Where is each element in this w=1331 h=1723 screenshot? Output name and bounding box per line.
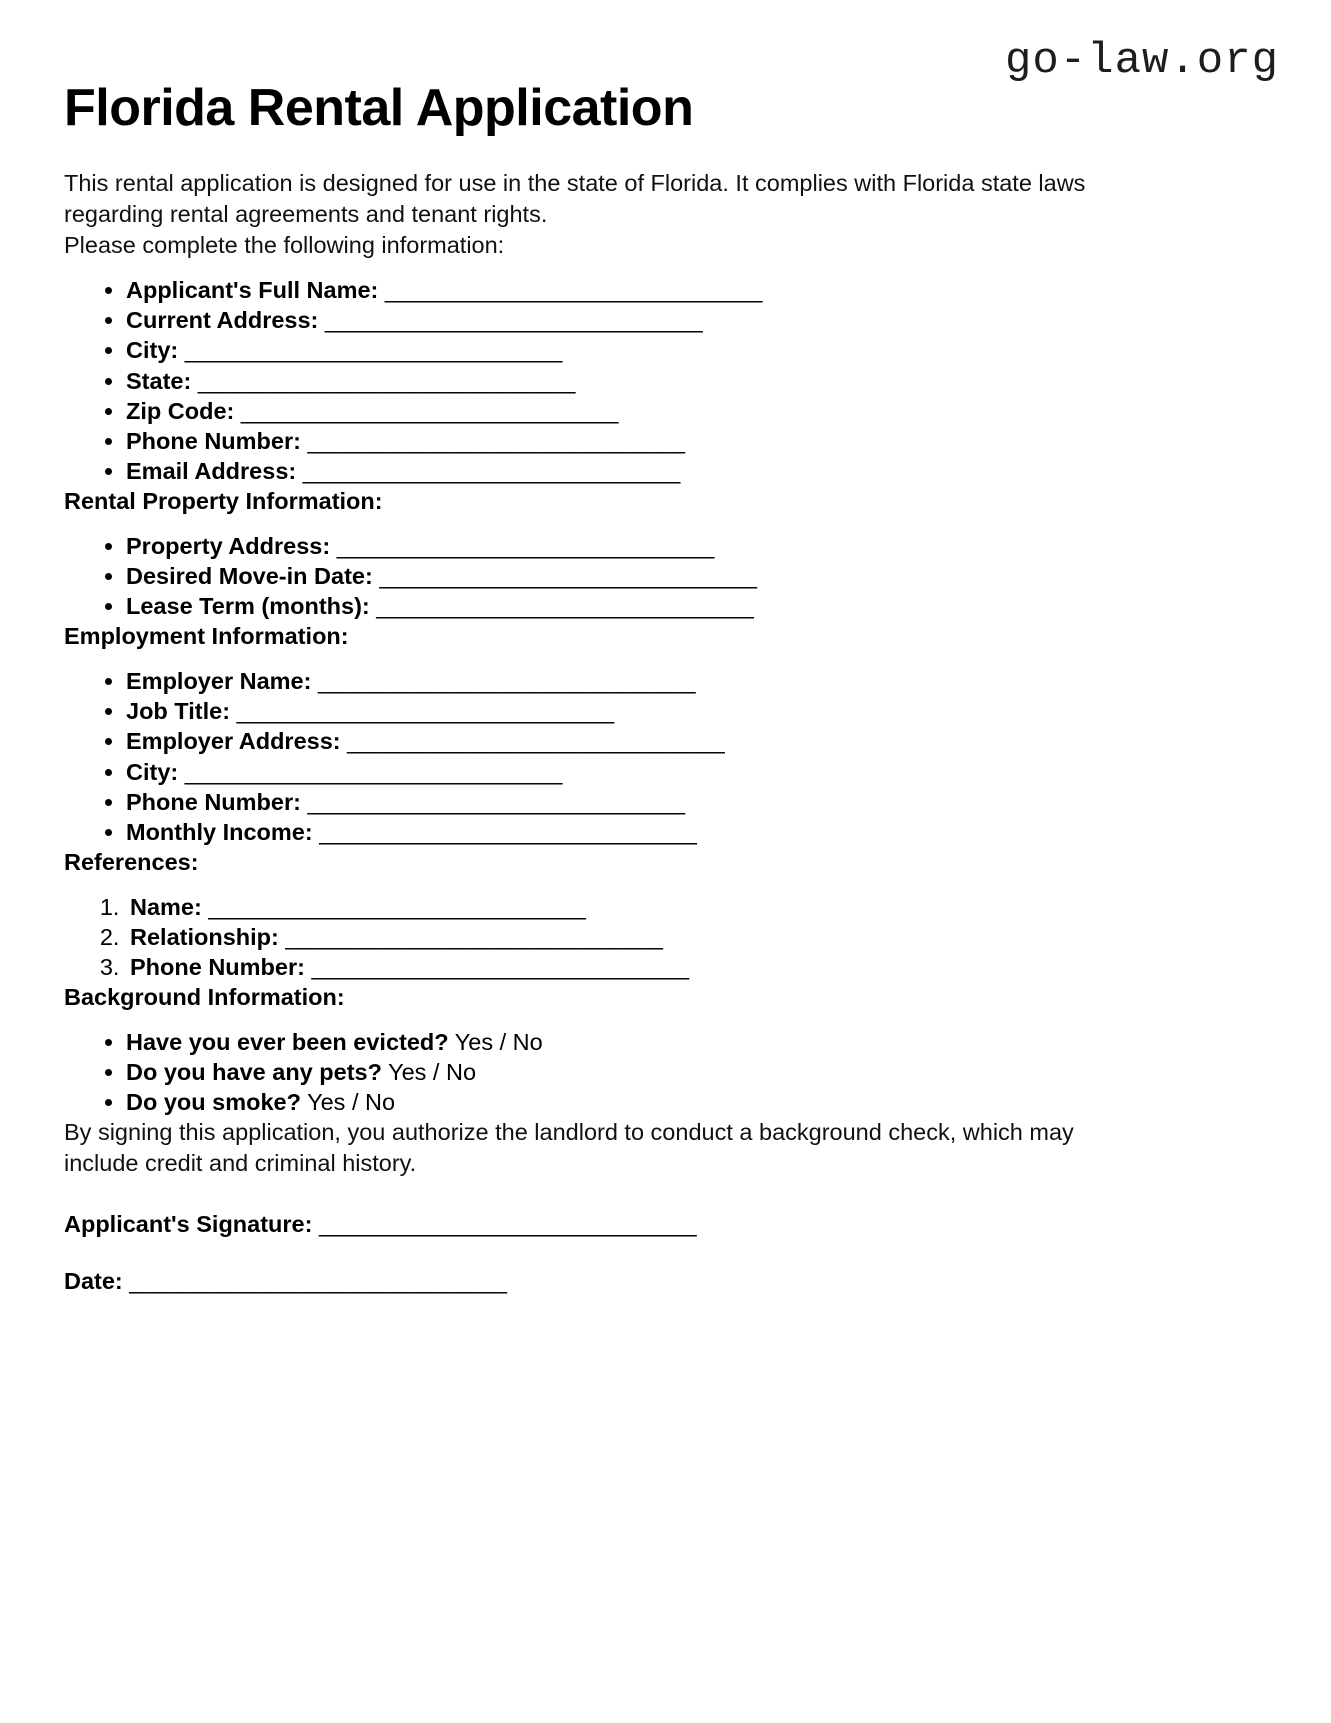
- question-label: Do you have any pets?: [126, 1058, 382, 1085]
- field-blank[interactable]: ______________________________: [347, 728, 725, 755]
- list-item: [126, 726, 1124, 756]
- list-item: [126, 696, 1124, 726]
- field-label: Name:: [130, 893, 202, 920]
- signature-blank[interactable]: ______________________________: [318, 1211, 697, 1238]
- field-label: State:: [126, 367, 192, 394]
- rental-property-fields-list: [64, 531, 1124, 622]
- field-blank[interactable]: ______________________________: [184, 337, 562, 364]
- field-label: Monthly Income:: [126, 818, 313, 845]
- question-label: Have you ever been evicted?: [126, 1028, 449, 1055]
- list-item: [126, 757, 1124, 787]
- field-blank[interactable]: ______________________________: [384, 277, 762, 304]
- list-item: [126, 561, 1124, 591]
- field-blank[interactable]: ______________________________: [379, 563, 757, 590]
- date-line: [64, 1266, 1124, 1297]
- field-label: Job Title:: [126, 698, 231, 725]
- list-item: [126, 1087, 1124, 1117]
- list-item: [126, 531, 1124, 561]
- list-item: [126, 1027, 1124, 1057]
- list-item: [126, 591, 1124, 621]
- signature-line: [64, 1209, 1124, 1240]
- field-blank[interactable]: ______________________________: [307, 427, 685, 454]
- instruction-paragraph: Please complete the following information:: [64, 232, 505, 259]
- list-item: [126, 817, 1124, 847]
- list-item: [126, 952, 1124, 982]
- field-blank[interactable]: ______________________________: [376, 593, 754, 620]
- field-label: City:: [126, 337, 179, 364]
- list-item: [126, 335, 1124, 365]
- field-label: Desired Move-in Date:: [126, 563, 373, 590]
- section-heading-background: Background Information:: [64, 984, 345, 1011]
- field-blank[interactable]: ______________________________: [311, 954, 689, 981]
- field-blank[interactable]: ______________________________: [236, 698, 614, 725]
- field-blank[interactable]: ______________________________: [184, 758, 562, 785]
- page-title: Florida Rental Application: [64, 79, 694, 137]
- field-label: Phone Number:: [126, 788, 301, 815]
- site-watermark: go-law.org: [1004, 36, 1279, 86]
- list-item: [126, 366, 1124, 396]
- list-item: [126, 922, 1124, 952]
- document-body: [64, 168, 1124, 1296]
- field-label: Applicant's Full Name:: [126, 277, 379, 304]
- field-blank[interactable]: ______________________________: [285, 923, 663, 950]
- list-item: [126, 456, 1124, 486]
- date-label: Date:: [64, 1267, 123, 1294]
- field-label: Property Address:: [126, 532, 331, 559]
- signature-label: Applicant's Signature:: [64, 1211, 313, 1238]
- field-blank[interactable]: ______________________________: [324, 307, 703, 334]
- background-questions-list: [64, 1027, 1124, 1118]
- field-blank[interactable]: ______________________________: [197, 367, 575, 394]
- field-label: Lease Term (months):: [126, 593, 370, 620]
- field-label: Employer Address:: [126, 728, 341, 755]
- field-label: City:: [126, 758, 179, 785]
- section-heading-employment: Employment Information:: [64, 623, 349, 650]
- list-item: [126, 892, 1124, 922]
- applicant-fields-list: [64, 275, 1124, 486]
- list-item: [126, 426, 1124, 456]
- field-label: Employer Name:: [126, 668, 312, 695]
- field-label: Current Address:: [126, 307, 319, 334]
- field-blank[interactable]: ______________________________: [317, 668, 696, 695]
- field-blank[interactable]: ______________________________: [336, 532, 714, 559]
- references-fields-list: [64, 892, 1124, 983]
- section-heading-references: References:: [64, 849, 199, 876]
- date-blank[interactable]: ______________________________: [129, 1267, 507, 1294]
- employment-fields-list: [64, 666, 1124, 847]
- field-label: Relationship:: [130, 923, 279, 950]
- list-item: [126, 787, 1124, 817]
- field-blank[interactable]: ______________________________: [319, 818, 697, 845]
- field-label: Phone Number:: [126, 427, 301, 454]
- list-item: [126, 666, 1124, 696]
- yes-no-option[interactable]: Yes / No: [388, 1058, 477, 1085]
- field-label: Phone Number:: [130, 954, 305, 981]
- question-label: Do you smoke?: [126, 1089, 301, 1116]
- field-blank[interactable]: ______________________________: [240, 397, 618, 424]
- field-label: Email Address:: [126, 458, 297, 485]
- intro-paragraph: This rental application is designed for use in the state of Florida. It complies with Florida state laws regarding rental agreements and tenant rights.: [64, 170, 1086, 228]
- authorization-paragraph: By signing this application, you authorize the landlord to conduct a background check, which may include credit and criminal history.: [64, 1119, 1074, 1177]
- field-blank[interactable]: ______________________________: [208, 893, 586, 920]
- yes-no-option[interactable]: Yes / No: [307, 1089, 396, 1116]
- section-heading-rental-property: Rental Property Information:: [64, 488, 383, 515]
- list-item: [126, 396, 1124, 426]
- yes-no-option[interactable]: Yes / No: [454, 1028, 543, 1055]
- list-item: [126, 275, 1124, 305]
- field-blank[interactable]: ______________________________: [302, 458, 680, 485]
- field-label: Zip Code:: [126, 397, 235, 424]
- list-item: [126, 305, 1124, 335]
- list-item: [126, 1057, 1124, 1087]
- field-blank[interactable]: ______________________________: [307, 788, 685, 815]
